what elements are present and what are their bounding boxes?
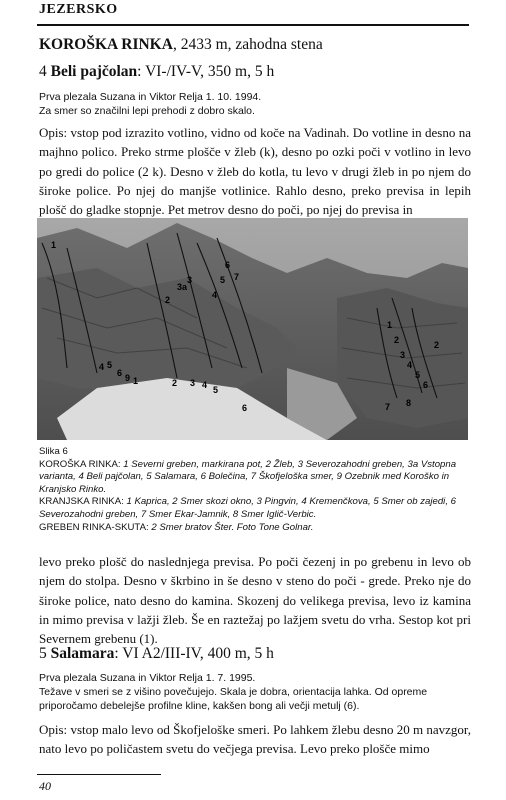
route-5-grade: : VI A2/III-IV, 400 m, 5 h	[114, 645, 274, 662]
photo-label: 6	[225, 260, 231, 270]
photo-label: 4	[407, 360, 413, 370]
photo-label: 8	[406, 398, 412, 408]
route-4-climbers: Prva plezala Suzana in Viktor Relja 1. 10. 1994.	[39, 91, 262, 103]
caption-label: Slika 6	[39, 446, 68, 457]
peak-details: , 2433 m, zahodna stena	[172, 36, 323, 53]
route-4-name: Beli pajčolan	[50, 63, 138, 80]
photo-label: 5	[213, 385, 219, 395]
photo-label: 7	[234, 272, 240, 282]
photo-label: 4	[202, 380, 208, 390]
route-5-title	[39, 645, 274, 663]
photo-label: 6	[423, 380, 429, 390]
header-rule	[37, 24, 469, 26]
photo-label: 3	[190, 378, 196, 388]
route-5-number: 5	[39, 645, 51, 662]
photo-label: 6	[117, 368, 123, 378]
photo-label: 9	[125, 373, 131, 383]
photo-label: 2	[165, 295, 171, 305]
route-4-grade: : VI-/IV-V, 350 m, 5 h	[137, 63, 275, 80]
photo-label: 2	[172, 378, 178, 388]
route-4-description-continued: levo preko plošč do naslednjega previsa. Po poči čezenj in po grebenu in levo ob njem do stolpa. Desno v škrbino in še desno v steno do poči - grede. Preko nje do široke police, nato desno do kamina. Skozenj do velikega previsa, levo iz kamina in mimo previsa v lažji žleb. Še en raztežaj po lažjem svetu do vrha. Sestop kot pri Severnem grebenu (1).	[39, 554, 471, 647]
route-5-climbers: Prva plezala Suzana in Viktor Relja 1. 7. 1995.	[39, 672, 256, 684]
photo-label: 7	[385, 402, 391, 412]
figure-caption	[39, 446, 467, 534]
route-4-number: 4	[39, 63, 51, 80]
running-header: JEZERSKO	[39, 2, 118, 17]
route-4-note: Za smer so značilni lepi prehodi z dobro skalo.	[39, 105, 255, 117]
photo-label: 5	[107, 360, 113, 370]
photo-label: 6	[242, 403, 248, 413]
caption-greben: GREBEN RINKA-SKUTA: 2 Smer bratov Šter. Foto Tone Golnar.	[39, 521, 314, 533]
route-5-note: Težave v smeri se z višino povečujejo. Skala je dobra, orientacija lahka. Od opreme priporočamo debelejše profilne kline, kakšen bong ali večji metulj (6).	[39, 686, 428, 712]
photo-label: 4	[99, 362, 105, 372]
mountain-photo-illustration	[37, 218, 468, 440]
photo-label: 1	[387, 320, 393, 330]
peak-name: KOROŠKA RINKA	[39, 36, 173, 53]
photo-label: 3	[187, 275, 193, 285]
caption-koroska: KOROŠKA RINKA: 1 Severni greben, markirana pot, 2 Žleb, 3 Severozahodni greben, 3a Vstopna varianta, 4 Beli pajčolan, 5 Salamara, 6 Bolečina, 7 Škofjeloška smer, 9 Ozebnik med Koroško in Kranjsko Rinko.	[39, 458, 457, 495]
route-4-title	[39, 63, 274, 81]
route-photo	[37, 218, 468, 440]
route-5-description: Opis: vstop malo levo od Škofjeloške smeri. Po lahkem žlebu desno 20 m navzgor, nato levo po poličastem svetu do večjega previsa. Levo preko plošče mimo	[39, 722, 471, 757]
footer-rule	[37, 774, 161, 775]
photo-label: 1	[133, 376, 139, 386]
route-4-description: Opis: vstop pod izrazito votlino, vidno od koče na Vadinah. Do votline in desno na majhno polico. Preko strme plošče v žleb (k), desno po ozki poči v votlino in levo po gredi do police (2 k). Desno v žleb do kotla, tu levo v drugi žleb in po njem do široke police. Po njej do manjše votlinice. Rahlo desno, preko previsa in lepih plošč do gladke stopnje. Pet metrov desno do poči, po njej do previsa in	[39, 125, 471, 218]
photo-label: 3a	[177, 282, 188, 292]
page-number: 40	[39, 779, 51, 793]
peak-title	[39, 36, 323, 54]
photo-label: 5	[415, 370, 421, 380]
photo-label: 3	[400, 350, 406, 360]
photo-label: 2	[434, 340, 440, 350]
route-5-name: Salamara	[50, 645, 115, 662]
photo-label: 2	[394, 335, 400, 345]
caption-kranjska: KRANJSKA RINKA: 1 Kaprica, 2 Smer skozi okno, 3 Pingvin, 4 Kremenčkova, 5 Smer ob zajedi, 6 Severozahodni greben, 7 Smer Ekar-Jamnik, 8 Smer Iglič-Verbic.	[39, 496, 456, 520]
photo-label: 5	[220, 275, 226, 285]
photo-label: 1	[51, 240, 57, 250]
photo-label: 4	[212, 290, 218, 300]
